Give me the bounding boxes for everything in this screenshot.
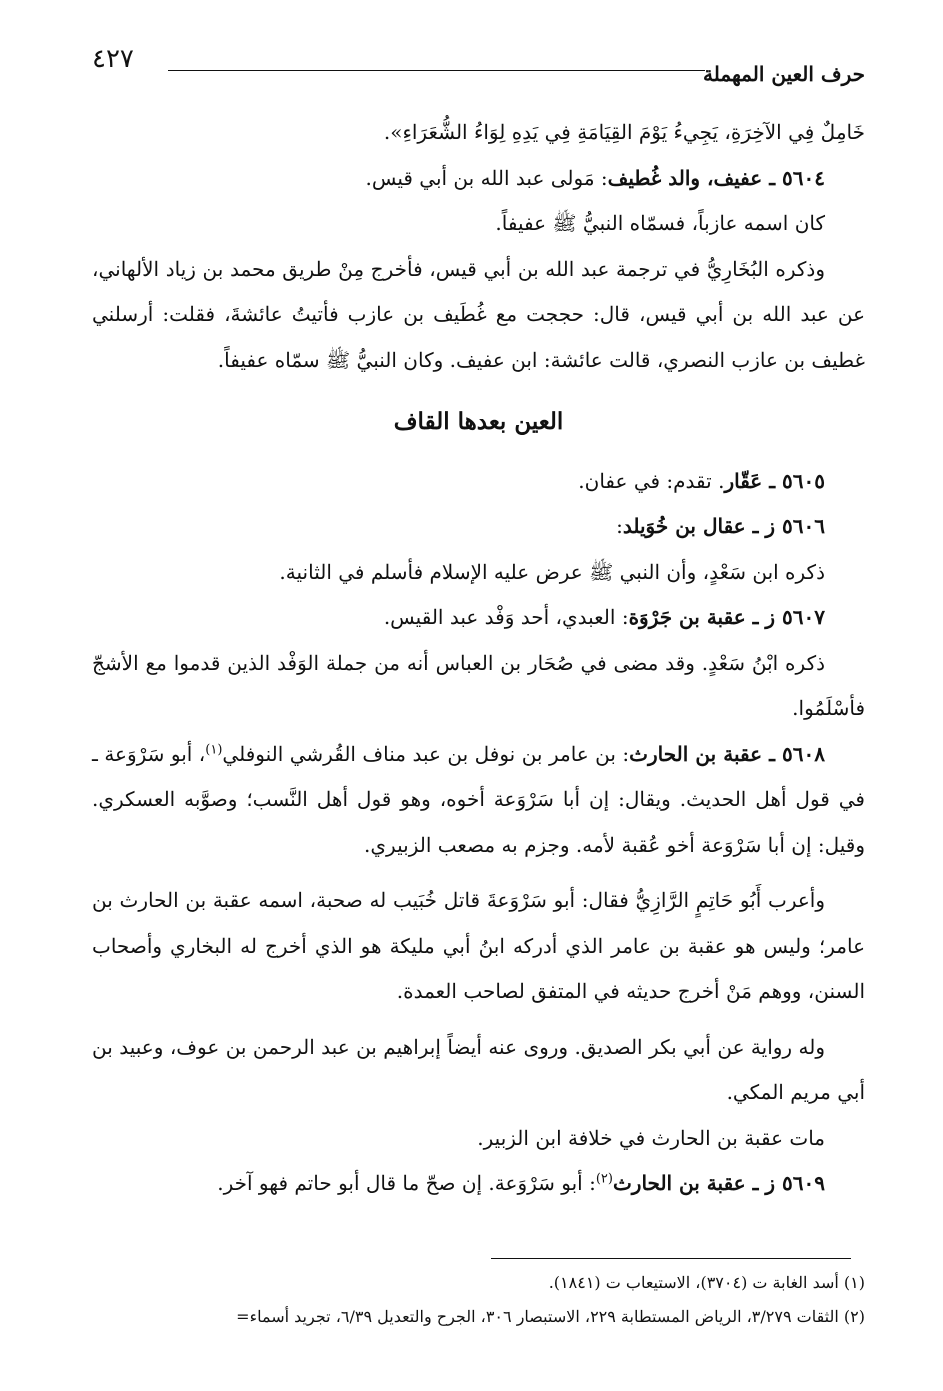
paragraph: وذكره البُخَارِيُّ في ترجمة عبد الله بن أبي قيس، فأخرج مِنْ طريق محمد بن زياد الألهاني، عن عبد الله بن أبي قيس، قال: حججت مع غُطَيف بن عازب فأتيتُ عائشةَ، فقلت: أرسلني غطيف بن عازب النصري، قالت عائشة: ابن عفيف. وكان النبيُّ ﷺ سمّاه عفيفاً.	[92, 256, 865, 372]
footnotes	[92, 1266, 865, 1334]
header-rule	[168, 70, 705, 71]
footnote-rule	[491, 1258, 851, 1259]
entry-text: : أبو سَرْوَعة. إن صحّ ما قال أبو حاتم فهو آخر.	[217, 1171, 596, 1195]
entry-heading: ٥٦٠٨ ـ عقبة بن الحارث	[629, 741, 825, 766]
paragraph: وله رواية عن أبي بكر الصديق. وروى عنه أيضاً إبراهيم بن عبد الرحمن بن عوف، وعبيد بن أبي مريم المكي.	[92, 1034, 865, 1104]
entry-5609	[92, 1161, 865, 1207]
paragraph: وأعرب أَبُو حَاتِمٍ الرَّازِيُّ فقال: أبو سَرْوَعةَ قاتل خُبَيب له صحبة، اسمه عقبة بن الحارث بن عامر؛ وليس هو عقبة بن عامر الذي أدركه ابنُ أبي مليكة هو الذي أخرج له البخاري وأصحاب السنن، ووهم مَنْ أخرج حديثه في المتفق لصاحب العمدة.	[92, 888, 865, 1003]
section-heading: العين بعدها القاف	[393, 408, 564, 435]
footnote-marker: (٢)	[595, 1171, 613, 1187]
entry-heading: ٥٦٠٩ ز ـ عقبة بن الحارث	[612, 1171, 825, 1195]
entry-text: ، أبو سَرْوَعة ـ في قول أهل الحديث. ويقال: إن أبا سَرْوَعة أخوه، وهو قول أهل النَّسب؛ وصوَّبه العسكري. وقيل: إن أبا سَرْوَعة أخو عُقبة لأمه. وجزم به مصعب الزبيري.	[92, 741, 865, 857]
entry-5608	[92, 732, 865, 869]
entry-heading: ٥٦٠٤ ـ عفيف، والد غُطيف	[607, 165, 825, 190]
entry-text: :	[616, 514, 623, 538]
entry-5606	[92, 504, 865, 550]
entry-text: : بن عامر بن نوفل بن عبد مناف القُرشي النوفلي	[222, 741, 630, 766]
entry-5605	[92, 459, 865, 505]
footnote-marker: (١)	[205, 741, 223, 757]
entry-text: : العبدي، أحد وَفْد عبد القيس.	[383, 605, 629, 629]
running-title: حرف العين المهملة	[703, 62, 865, 86]
paragraph: ذكره ابْنُ سَعْدٍ. وقد مضى في صُحَار بن العباس أنه من جملة الوَفْد الذين قدموا مع الأشجّ فأسْلَمُوا.	[92, 650, 865, 720]
paragraph-continuation: خَامِلٌ فِي الآخِرَةِ، يَجِيءُ يَوْمَ القِيَامَةِ فِي يَدِهِ لِوَاءُ الشُّعَرَاءِ».	[383, 120, 865, 144]
entry-5607	[92, 595, 865, 641]
paragraph: ذكره ابن سَعْدٍ، وأن النبي ﷺ عرض عليه الإسلام فأسلم في الثانية.	[279, 559, 825, 584]
page-header	[92, 40, 865, 92]
entry-text: : مَولى عبد الله بن أبي قيس.	[365, 165, 608, 190]
page-number: ٤٢٧	[92, 44, 134, 74]
paragraph: كان اسمه عازباً، فسمّاه النبيُّ ﷺ عفيفاً.	[495, 211, 825, 235]
entry-heading: ٥٦٠٥ ـ عَقّار	[724, 468, 825, 493]
footnote-2: (٢) الثقات ٣/٢٧٩، الرياض المستطابة ٢٢٩، الاستبصار ٣٠٦، الجرح والتعديل ٦/٣٩، تجريد أسماء=	[236, 1307, 865, 1326]
paragraph: مات عقبة بن الحارث في خلافة ابن الزبير.	[477, 1125, 825, 1150]
entry-5604	[92, 156, 865, 202]
entry-heading: ٥٦٠٦ ز ـ عقال بن خُوَيلد	[622, 514, 825, 538]
main-text	[92, 110, 865, 1207]
entry-heading: ٥٦٠٧ ز ـ عقبة بن جَرْوَة	[628, 605, 825, 629]
entry-text: . تقدم: في عفان.	[578, 468, 725, 493]
footnote-1: (١) أسد الغابة ت (٣٧٠٤)، الاستيعاب ت (١٨٤١).	[548, 1273, 865, 1292]
